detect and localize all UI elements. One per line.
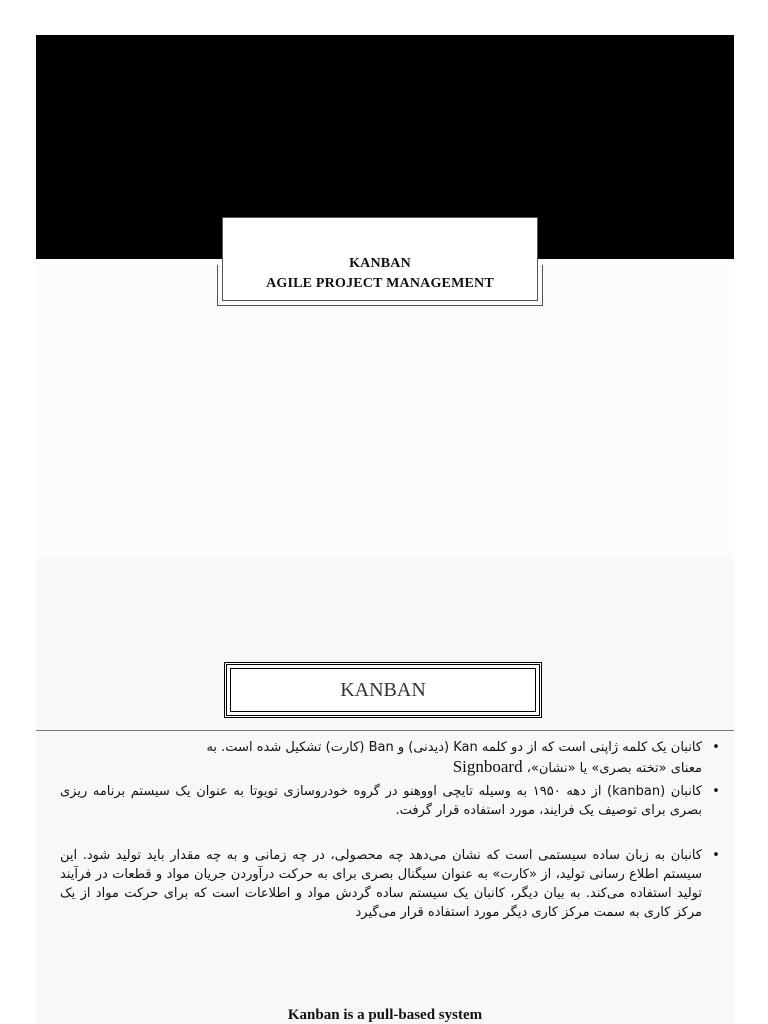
- title-line-2: AGILE PROJECT MANAGEMENT: [266, 276, 494, 291]
- title-box: [222, 217, 538, 301]
- divider: [36, 730, 734, 731]
- bullet-1-signboard: Signboard: [452, 757, 523, 776]
- bullet-2-text: کانبان (kanban) از دهه ۱۹۵۰ به وسیله تایچی اووهنو در گروه خودروسازی تویوتا به عنوان یک سیستم برنامه ریزی بصری برای توصیف یک فرایند، مورد استفاده قرار گرفت.: [60, 784, 702, 818]
- bullet-list: [60, 738, 722, 922]
- title-line-1: KANBAN: [349, 256, 411, 271]
- slide-heading: KANBAN: [340, 679, 426, 701]
- list-item: [60, 738, 722, 778]
- bullet-marker: •: [712, 784, 720, 799]
- bullet-3-text: کانبان به زبان ساده سیستمی است که نشان می‌دهد چه محصولی، در چه زمانی و به چه مقدار باید تولید شود. این سیستم اطلاع رسانی تولید، از «کارت» به عنوان سیگنال بصری برای به حرکت درآوردن جریان مواد و قطعات در فرآیند تولید استفاده می‌کند. به بیان دیگر، کانبان یک سیستم ساده گردش مواد و اطلاعات است که برای حرکت مواد از یک مرکز کاری به سمت مرکز کاری دیگر مورد استفاده قرار می‌گیرد: [60, 848, 702, 920]
- title-slide: [36, 35, 734, 558]
- content-slide: [36, 558, 734, 1024]
- list-item: [60, 782, 722, 820]
- bullet-1-line-1: کانبان یک کلمه ژاپنی است که از دو کلمه Kan (دیدنی) و Ban (کارت) تشکیل شده است. به: [206, 740, 702, 755]
- list-item: [60, 846, 722, 922]
- heading-box: [224, 662, 542, 718]
- bullet-1-line-2-fa: معنای «تخته بصری» یا «نشان»،: [522, 761, 702, 776]
- bullet-marker: •: [712, 740, 720, 755]
- footer-caption: Kanban is a pull-based system: [287, 1007, 483, 1023]
- bullet-marker: •: [712, 848, 720, 863]
- slide-title: [223, 254, 537, 294]
